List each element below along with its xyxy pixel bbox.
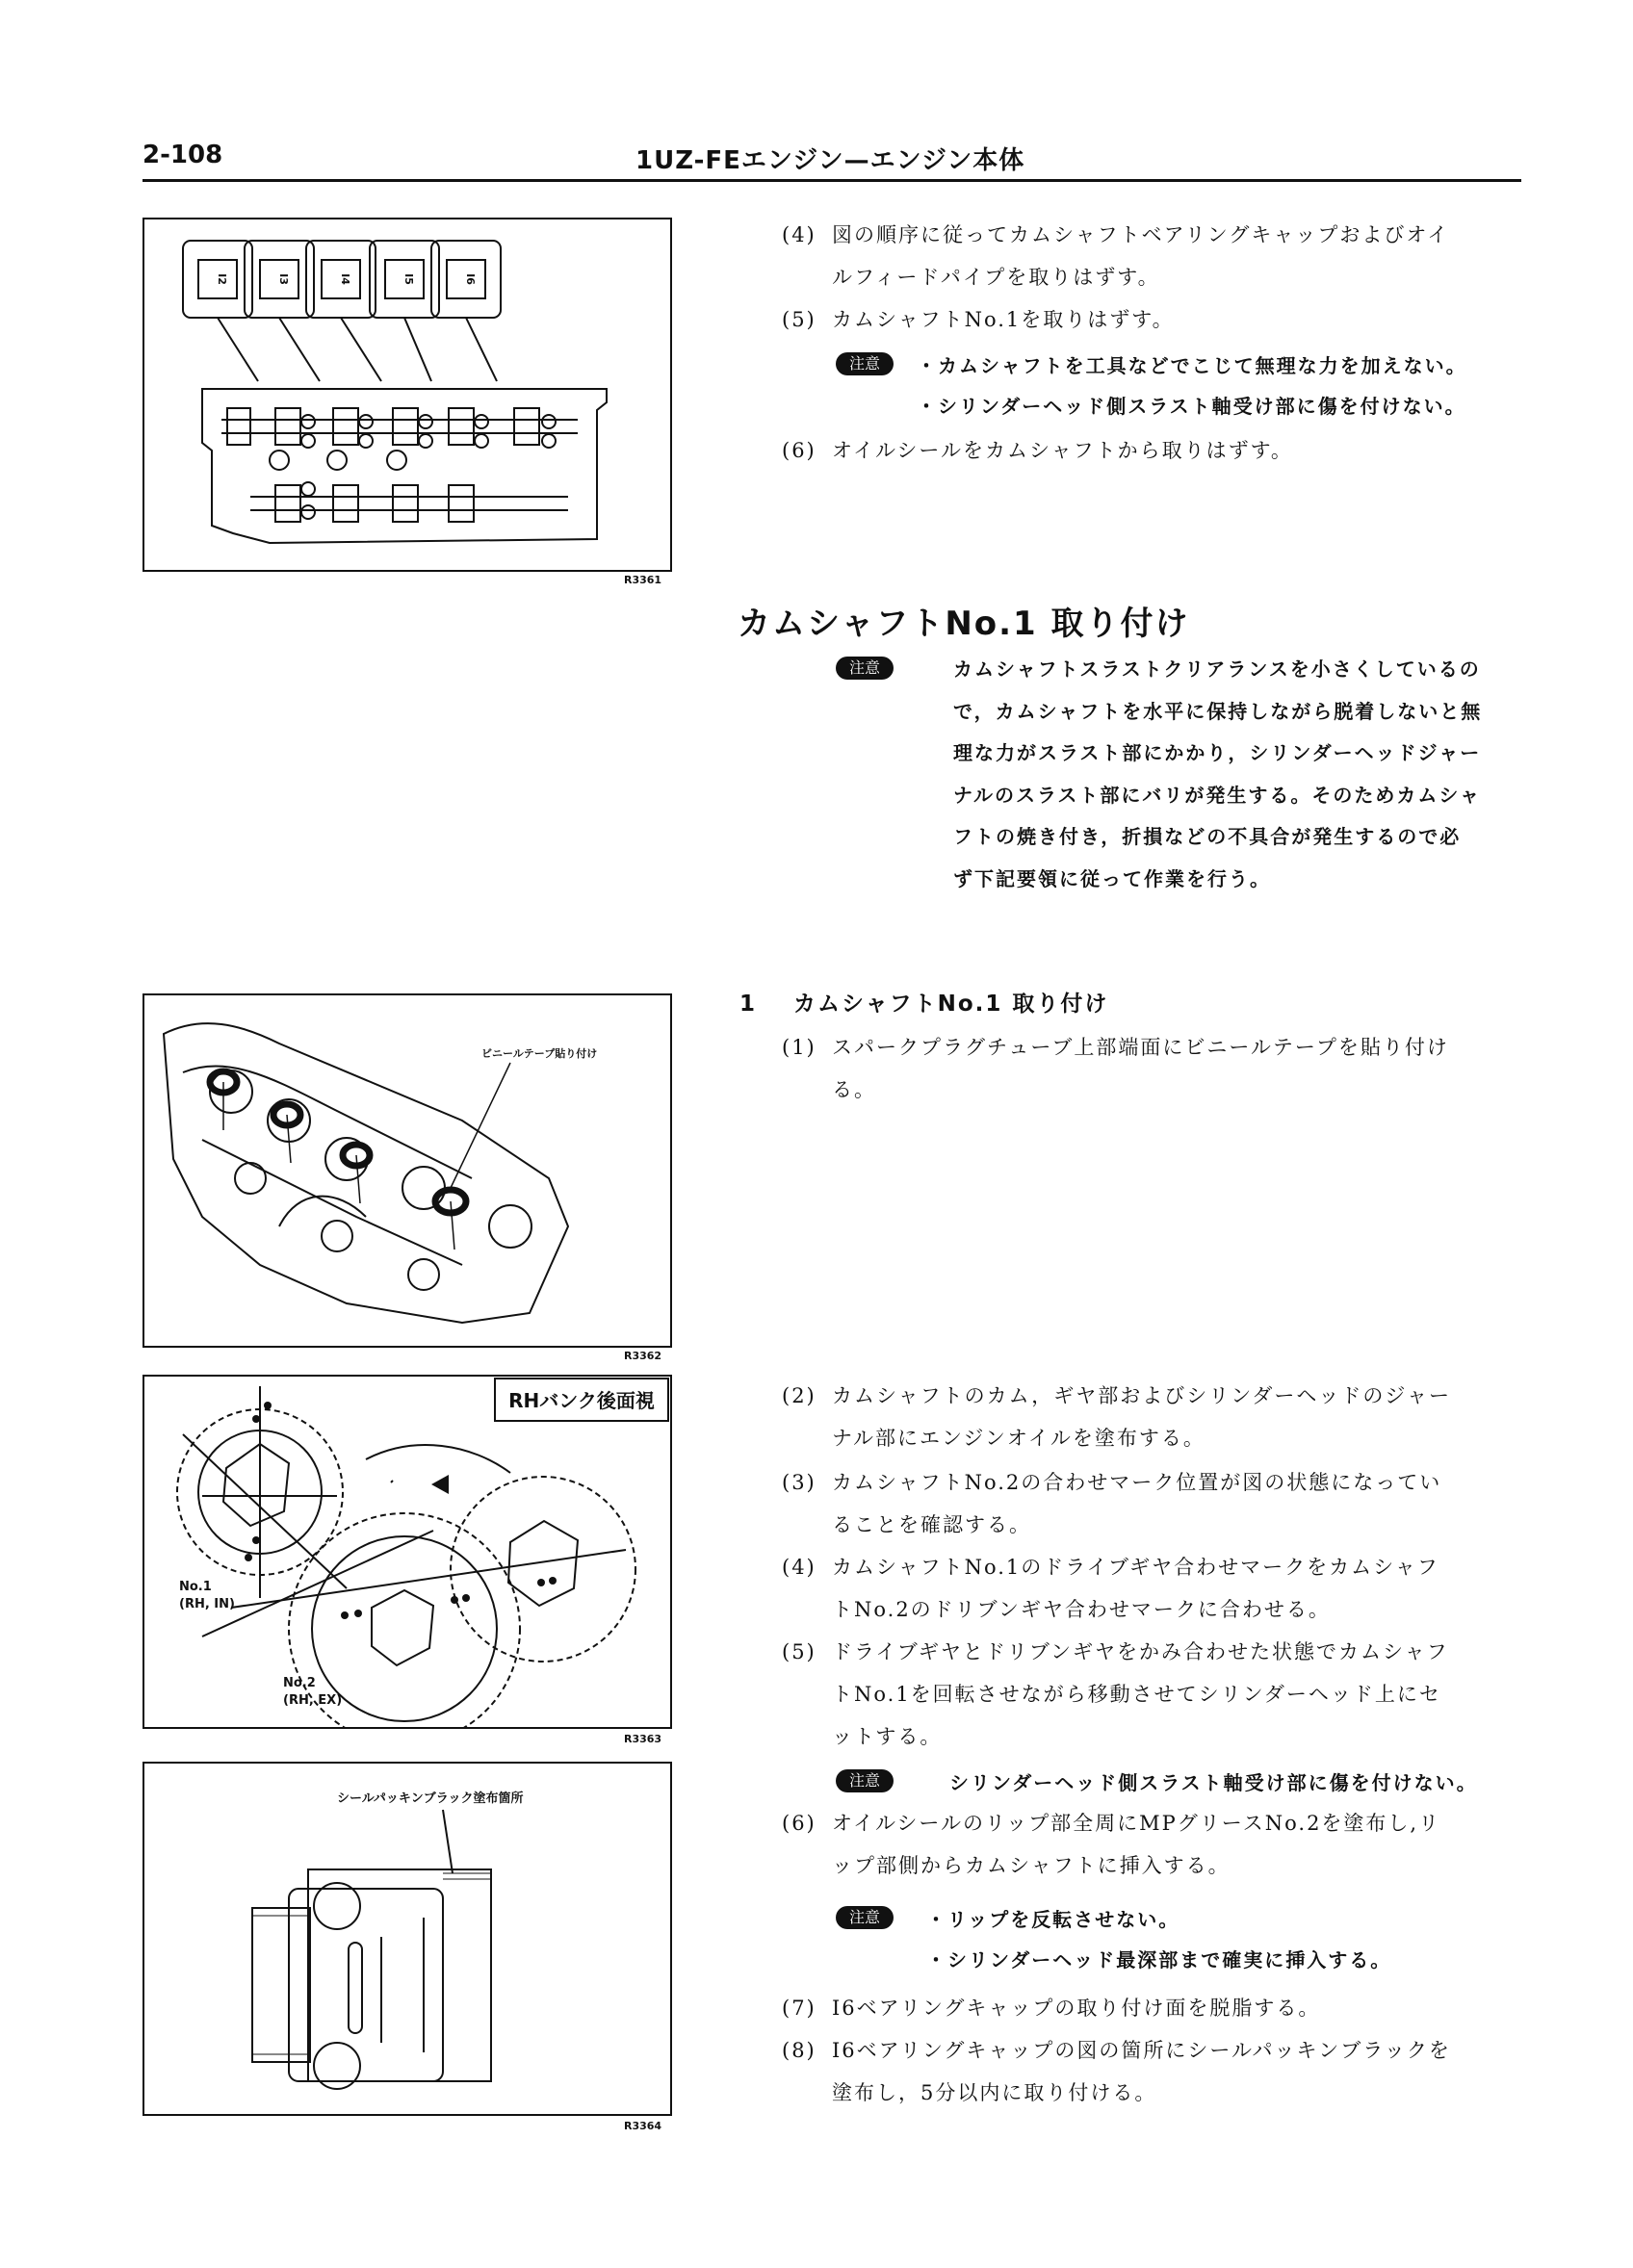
- label-rh-in: (RH, IN): [179, 1597, 235, 1611]
- caution-paragraph: [953, 649, 1482, 900]
- step-text-line2: ルフィードパイプを取りはずす。: [832, 266, 1160, 289]
- cap-label-i2: I2: [216, 273, 228, 285]
- figure-title-rh-bank: RHバンク後面視: [508, 1389, 655, 1412]
- install-step-7: [782, 1987, 1542, 2029]
- install-step-2: [782, 1375, 1542, 1461]
- label-rh-ex: (RH, EX): [283, 1693, 343, 1708]
- caution-line: 理な力がスラスト部にかかり，シリンダーヘッドジャー: [953, 741, 1482, 764]
- caution-line: ず下記要領に従って作業を行う。: [953, 866, 1271, 890]
- figure-code-r3364: R3364: [624, 2120, 662, 2132]
- install-step-title: [739, 986, 1108, 1018]
- cap-label-i5: I5: [402, 273, 415, 285]
- step-text-line1: I6ベアリングキャップの取り付け面を脱脂する。: [832, 1997, 1321, 2020]
- step-number: (2): [782, 1384, 816, 1407]
- figure-seal-packing: [143, 1762, 672, 2116]
- step-number: (3): [782, 1471, 816, 1494]
- step-text-line2: る。: [832, 1078, 876, 1101]
- step-text-line2: ることを確認する。: [832, 1513, 1031, 1536]
- figure-bearing-cap-order: [143, 218, 672, 572]
- cap-label-i6: I6: [464, 273, 477, 285]
- figure-gear-alignment: [143, 1375, 672, 1729]
- step-text-line1: 図の順序に従ってカムシャフトベアリングキャップおよびオイ: [832, 223, 1450, 246]
- caution-line: カムシャフトスラストクリアランスを小さくしているの: [953, 657, 1481, 681]
- caution-badge: 注意: [836, 657, 894, 680]
- step-text-line1: カムシャフトNo.1を取りはずす。: [832, 308, 1175, 331]
- step-text-line1: ドライブギヤとドリブンギヤをかみ合わせた状態でカムシャフ: [832, 1640, 1449, 1663]
- step-text-line1: カムシャフトNo.1のドライブギヤ合わせマークをカムシャフ: [832, 1556, 1439, 1579]
- step-text-line2: トNo.1を回転させながら移動させてシリンダーヘッド上にセ: [832, 1683, 1441, 1706]
- caution-line: ナルのスラスト部にバリが発生する。そのためカムシャ: [953, 783, 1481, 807]
- vinyl-tape-diagram: [144, 995, 670, 1346]
- figure-label-seal-packing: シールパッキンブラック塗布箇所: [337, 1791, 524, 1806]
- install-step-title-text: カムシャフトNo.1 取り付け: [793, 992, 1109, 1017]
- caution-bullet-2: ・シリンダーヘッド側スラスト軸受け部に傷を付けない。: [917, 395, 1466, 418]
- caution-line: フトの焼き付き，折損などの不具合が発生するので必: [953, 825, 1462, 848]
- figure-code-r3363: R3363: [624, 1733, 662, 1745]
- cap-label-i4: I4: [339, 273, 351, 285]
- figure-label-vinyl-tape: ビニールテープ貼り付け: [481, 1047, 598, 1060]
- figure-code-r3361: R3361: [624, 574, 662, 586]
- header-rule: [143, 179, 1521, 182]
- install-step-5: [782, 1631, 1542, 1760]
- section-heading: カムシャフトNo.1 取り付け: [738, 605, 1190, 643]
- label-camshaft-no2: No.2: [283, 1676, 316, 1690]
- install-step-4: [782, 1546, 1542, 1633]
- step-text-line1: オイルシールをカムシャフトから取りはずす。: [832, 439, 1293, 462]
- caution-line: で，カムシャフトを水平に保持しながら脱着しないと無: [953, 699, 1483, 723]
- step-number: (5): [782, 1640, 816, 1663]
- step-text-line1: カムシャフトのカム，ギヤ部およびシリンダーヘッドのジャー: [832, 1384, 1451, 1407]
- step-text-line1: I6ベアリングキャップの図の箇所にシールパッキンブラックを: [832, 2039, 1451, 2062]
- step-number: (5): [782, 308, 816, 331]
- removal-step-4: [782, 214, 1542, 300]
- step-number: (1): [782, 1036, 816, 1059]
- caution-badge: 注意: [836, 1769, 894, 1792]
- figure-vinyl-tape: [143, 993, 672, 1348]
- caution-badge: 注意: [836, 352, 894, 375]
- step-text-line1: カムシャフトNo.2の合わせマーク位置が図の状態になってい: [832, 1471, 1442, 1494]
- removal-step-6: [782, 429, 1542, 472]
- step-text-line2: ナル部にエンジンオイルを塗布する。: [832, 1427, 1205, 1450]
- step-text-line2: トNo.2のドリブンギヤ合わせマークに合わせる。: [832, 1598, 1331, 1621]
- caution-bullet-1: ・リップを反転させない。: [926, 1908, 1180, 1931]
- install-step-number: 1: [739, 992, 758, 1017]
- caution-bullet-1: ・カムシャフトを工具などでこじて無理な力を加えない。: [917, 354, 1467, 377]
- step-number: (4): [782, 223, 816, 246]
- install-step-1: [782, 1026, 1542, 1113]
- install-step-3: [782, 1461, 1542, 1548]
- caution-bullet-2: ・シリンダーヘッド最深部まで確実に挿入する。: [926, 1948, 1392, 1972]
- step-number: (7): [782, 1997, 816, 2020]
- cap-label-i3: I3: [277, 273, 290, 285]
- step-number: (6): [782, 1812, 816, 1835]
- step-text-line2: 塗布し，5分以内に取り付ける。: [832, 2081, 1157, 2104]
- step-number: (4): [782, 1556, 816, 1579]
- install-step-6: [782, 1802, 1542, 1889]
- caution-text: シリンダーヘッド側スラスト軸受け部に傷を付けない。: [949, 1771, 1478, 1794]
- step-text-line3: ットする。: [832, 1725, 943, 1748]
- removal-step-5: [782, 298, 1542, 341]
- bearing-cap-diagram: [144, 219, 670, 570]
- step-text-line2: ップ部側からカムシャフトに挿入する。: [832, 1854, 1231, 1877]
- install-step-8: [782, 2029, 1542, 2116]
- figure-code-r3362: R3362: [624, 1350, 662, 1362]
- gear-alignment-diagram: [144, 1377, 670, 1727]
- caution-badge: 注意: [836, 1906, 894, 1929]
- label-camshaft-no1: No.1: [179, 1580, 212, 1594]
- step-text-line1: オイルシールのリップ部全周にMPグリースNo.2を塗布し,リ: [832, 1812, 1441, 1835]
- seal-packing-diagram: [144, 1764, 670, 2114]
- chapter-title: 1UZ-FEエンジン—エンジン本体: [635, 146, 1025, 175]
- step-text-line1: スパークプラグチューブ上部端面にビニールテープを貼り付け: [832, 1036, 1449, 1059]
- step-number: (6): [782, 439, 816, 462]
- page-number: 2-108: [143, 141, 223, 169]
- step-number: (8): [782, 2039, 816, 2062]
